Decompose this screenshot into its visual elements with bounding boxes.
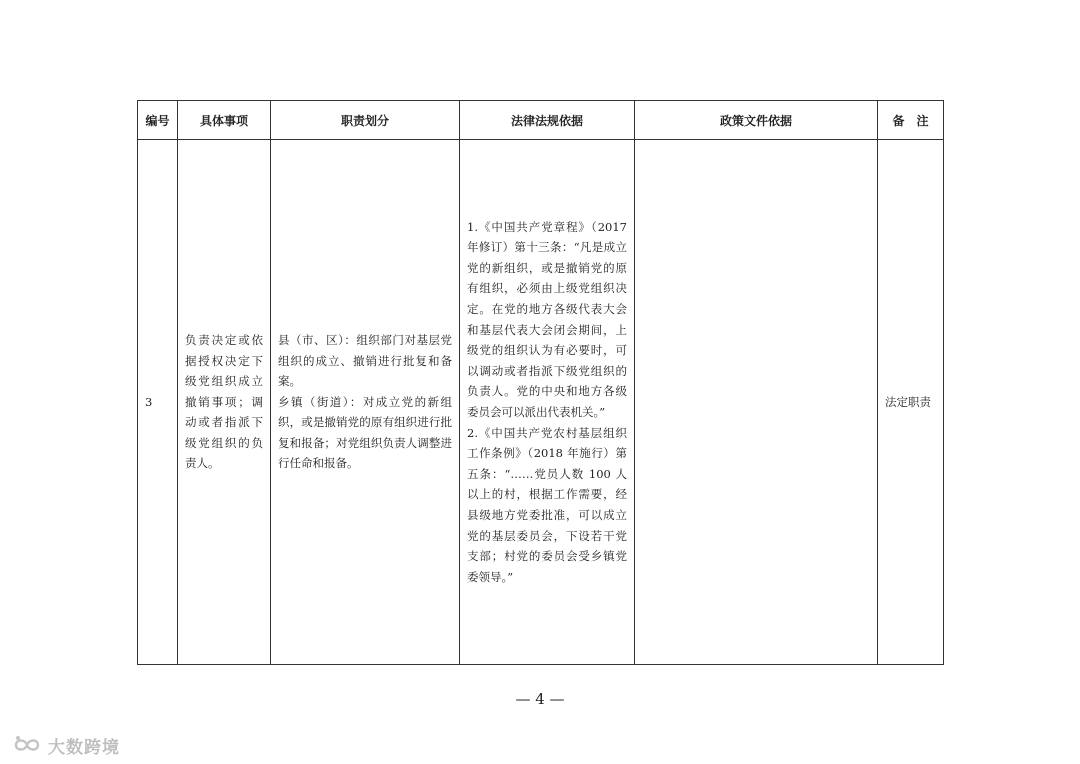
header-policy: 政策文件依据 <box>635 101 878 140</box>
cell-item: 负责决定或依据授权决定下级党组织成立撤销事项；调动或者指派下级党组织的负责人。 <box>178 140 271 665</box>
infinity-logo-icon <box>12 734 42 756</box>
page-number: — 4 — <box>515 690 565 708</box>
duty-table <box>137 100 944 665</box>
cell-number: 3 <box>138 140 178 665</box>
header-item: 具体事项 <box>178 101 271 140</box>
table-header-row <box>138 101 944 140</box>
cell-division: 县（市、区）：组织部门对基层党组织的成立、撤销进行批复和备案。 乡镇（街道）：对成立党的新组织，或是撤销党的原有组织进行批复和报备；对党组织负责人调整进行任命和报备。 <box>271 140 460 665</box>
header-division: 职责划分 <box>271 101 460 140</box>
cell-law: 1.《中国共产党章程》（2017 年修订）第十三条：“凡是成立党的新组织，或是撤销党的原有组织，必须由上级党组织决定。在党的地方各级代表大会和基层代表大会闭会期间，上级党的组织认为有必要时，可以调动或者指派下级党组织的负责人。党的中央和地方各级委员会可以派出代表机关。” 2.《中国共产党农村基层组织工作条例》（2018 年施行）第五条：“……党员人数 100 人以上的村，根据工作需要，经县级地方党委批准，可以成立党的基层委员会，下设若干党支部；村党的委员会受乡镇党委领导。” <box>460 140 635 665</box>
cell-remark: 法定职责 <box>878 140 944 665</box>
cell-policy <box>635 140 878 665</box>
header-number: 编号 <box>138 101 178 140</box>
watermark <box>12 732 120 758</box>
watermark-text: 大数跨境 <box>48 737 120 758</box>
header-remark: 备 注 <box>878 101 944 140</box>
header-law: 法律法规依据 <box>460 101 635 140</box>
table-row <box>138 140 944 665</box>
